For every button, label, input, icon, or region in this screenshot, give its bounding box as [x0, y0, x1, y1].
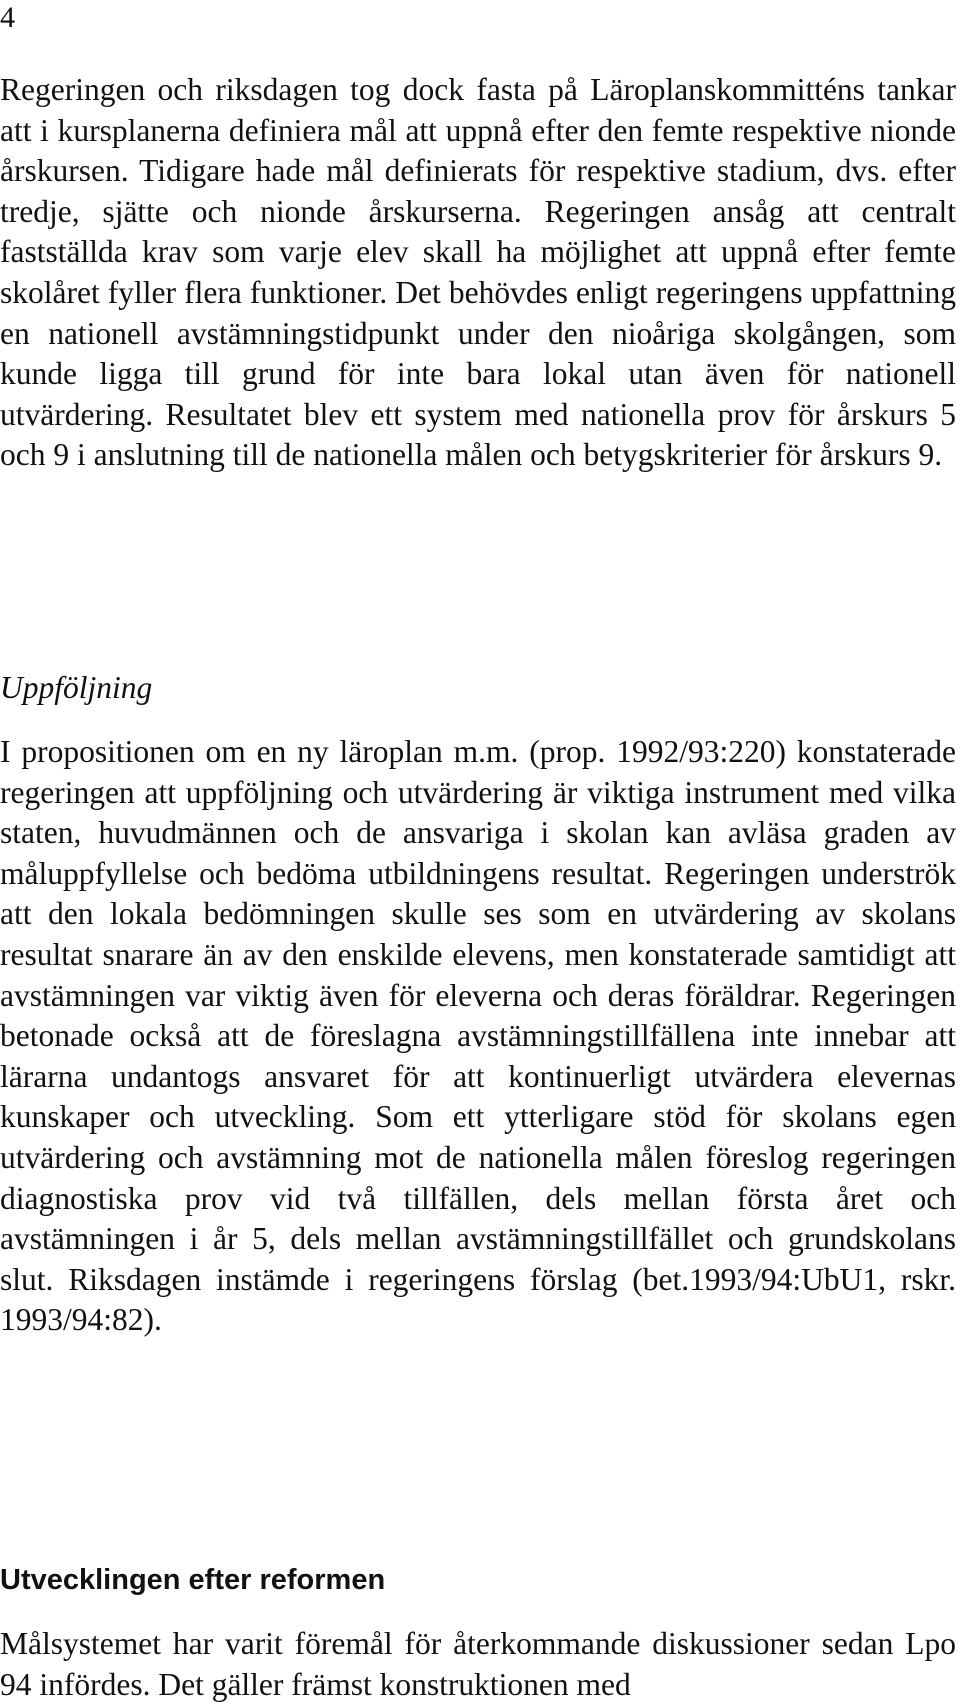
- intro-paragraph: Regeringen och riksdagen tog dock fasta på Läroplanskommitténs tankar att i kursplanerna definiera mål att uppnå efter den femte respektive nionde årskursen. Tidigare hade mål definierats för respektive stadium, dvs. efter tredje, sjätte och nionde årskurserna. Regeringen ansåg att centralt fastställda krav som varje elev skall ha möjlighet att uppnå efter femte skolåret fyller flera funktioner. Det behövdes enligt regeringens uppfattning en nationell avstämningstidpunkt under den nioåriga skolgången, som kunde ligga till grund för inte bara lokal utan även för nationell utvärdering. Resultatet blev ett system med nationella prov för årskurs 5 och 9 i anslutning till de nationella målen och betygskriterier för årskurs 9.: [0, 72, 956, 473]
- page-number: 4: [0, 1, 15, 34]
- section-heading-utvecklingen: Utvecklingen efter reformen: [0, 1564, 386, 1596]
- reform-paragraph: Målsystemet har varit föremål för återkommande diskussioner sedan Lpo 94 infördes. Det gäller främst konstruktionen med: [0, 1626, 956, 1702]
- followup-paragraph: I propositionen om en ny läroplan m.m. (prop. 1992/93:220) konstaterade regeringen att uppföljning och utvärdering är viktiga instrument med vilka staten, huvudmännen och de ansvariga i skolan kan avläsa graden av måluppfyllelse och bedöma utbildningens resultat. Regeringen underströk att den lokala bedömningen skulle ses som en utvärdering av skolans resultat snarare än av den enskilde elevens, men konstaterade samtidigt att avstämningen var viktig även för eleverna och deras föräldrar. Regeringen betonade också att de föreslagna avstämningstillfällena inte innebar att lärarna undantogs ansvaret för att kontinuerligt utvärdera elevernas kunskaper och utveckling. Som ett ytterligare stöd för skolans egen utvärdering och avstämning mot de nationella målen föreslog regeringen diagnostiska prov vid två tillfällen, dels mellan första året och avstämningen i år 5, dels mellan avstämningstillfället och grundskolans slut. Riksdagen instämde i regeringens förslag (bet.1993/94:UbU1, rskr. 1993/94:82).: [0, 734, 956, 1338]
- section-subheading-uppfoljning: Uppföljning: [0, 670, 153, 705]
